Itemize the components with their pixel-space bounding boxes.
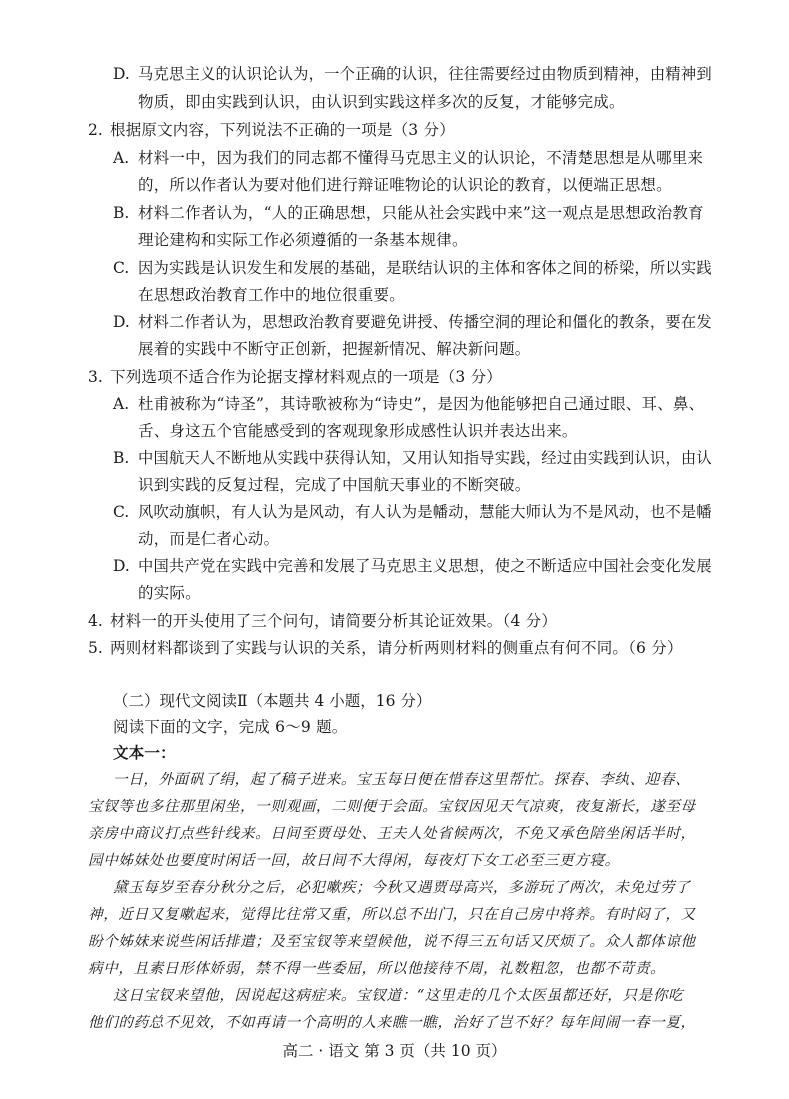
page-footer: 高二 · 语文 第 3 页（共 10 页） [282, 1042, 507, 1060]
q3-option-a-line1: 杜甫被称为“诗圣”，其诗歌被称为“诗史”，是因为他能够把自己通过眼、耳、鼻、 [138, 395, 705, 413]
passage-line-4: 园中姊妹处也要度时闲话一回，故日间不大得闲，每夜灯下女工必至三更方寝。 [88, 852, 620, 869]
passage-line-2: 宝钗等也多往那里闲坐，一则观画，二则便于会面。宝钗因见天气凉爽，夜复渐长，遂至母 [88, 798, 696, 815]
q2-option-a-line1: 材料一中，因为我们的同志都不懂得马克思主义的认识论，不清楚思想是从哪里来 [138, 149, 704, 167]
q4-number: 4. [88, 612, 103, 630]
q1-option-d-line1: 马克思主义的认识论认为，一个正确的认识，往往需要经过由物质到精神，由精神到 [138, 65, 712, 83]
q3-number: 3. [88, 368, 103, 386]
q5-stem: 两则材料都谈到了实践与认识的关系，请分析两则材料的侧重点有何不同。（6 分） [110, 639, 683, 657]
q3-option-b-line1: 中国航天人不断地从实践中获得认知，又用认知指导实践，经过由实践到认识，由认 [138, 449, 712, 467]
passage-line-10: 他们的药总不见效，不如再请一个高明的人来瞧一瞧，治好了岂不好？每年间闹一春一夏， [88, 1014, 696, 1031]
passage-line-6: 神，近日又复嗽起来，觉得比往常又重，所以总不出门，只在自己房中将养。有时闷了，又 [88, 906, 696, 923]
q3-stem: 下列选项不适合作为论据支撑材料观点的一项是（3 分） [110, 368, 502, 386]
q3-option-d-line1: 中国共产党在实践中完善和发展了马克思主义思想，使之不断适应中国社会变化发展 [138, 557, 712, 575]
passage-line-7: 盼个姊妹来说些闲话排遣；及至宝钗等来望候他，说不得三五句话又厌烦了。众人都体谅他 [88, 933, 696, 950]
passage-line-9: 这日宝钗来望他，因说起这病症来。宝钗道：“这里走的几个太医虽都还好，只是你吃 [113, 987, 684, 1004]
q2-option-d-label: D. [113, 313, 130, 331]
q2-option-d-line1: 材料二作者认为，思想政治教育要避免讲授、传播空洞的理论和僵化的教条，要在发 [138, 313, 712, 331]
q2-option-c-line1: 因为实践是认识发生和发展的基础，是联结认识的主体和客体之间的桥梁，所以实践 [138, 259, 712, 277]
q3-option-a-label: A. [113, 395, 130, 413]
text-one-label: 文本一： [113, 743, 176, 762]
q2-option-a-line2: 的，所以作者认为要对他们进行辩证唯物论的认识论的教育，以便端正思想。 [138, 176, 672, 194]
q1-option-d-line2: 物质，即由实践到认识，由认识到实践这样多次的反复，才能够完成。 [138, 93, 625, 111]
q2-option-b-label: B. [113, 204, 130, 222]
q2-option-b-line2: 理论建构和实际工作必须遵循的一条基本规律。 [138, 231, 468, 249]
section2-instruction: 阅读下面的文字，完成 6～9 题。 [113, 718, 348, 736]
q2-option-b-line1: 材料二作者认为，“人的正确思想，只能从社会实践中来”这一观点是思想政治教育 [138, 204, 704, 222]
q2-option-d-line2: 展着的实践中不断守正创新，把握新情况、解决新问题。 [138, 340, 531, 358]
q3-option-a-line2: 舌、身这五个官能感受到的客观现象形成感性认识并表达出来。 [138, 422, 578, 440]
q2-option-c-label: C. [113, 259, 130, 277]
passage-line-8: 病中，且素日形体娇弱，禁不得一些委屈，所以他接待不周，礼数粗忽，也都不苛责。 [88, 960, 666, 977]
q2-option-c-line2: 在思想政治教育工作中的地位很重要。 [138, 286, 405, 304]
passage-line-3: 亲房中商议打点些针线来。日间至贾母处、王夫人处省候两次，不免又承色陪坐闲话半时， [88, 825, 696, 842]
q3-option-c-line1: 风吹动旗帜，有人认为是风动，有人认为是幡动，慧能大师认为不是风动，也不是幡 [138, 503, 712, 521]
q3-option-b-line2: 识到实践的反复过程，完成了中国航天事业的不断突破。 [138, 476, 531, 494]
passage-line-5: 黛玉每岁至春分秋分之后，必犯嗽疾；今秋又遇贾母高兴，多游玩了两次，未免过劳了 [113, 879, 691, 896]
q5-number: 5. [88, 639, 103, 657]
q3-option-b-label: B. [113, 449, 130, 467]
q3-option-c-line2: 动，而是仁者心动。 [138, 530, 280, 548]
passage-line-1: 一日，外面矾了绢，起了稿子进来。宝玉每日便在惜春这里帮忙。探春、李纨、迎春、 [113, 771, 691, 788]
q2-option-a-label: A. [113, 149, 130, 167]
q2-stem: 根据原文内容，下列说法不正确的一项是（3 分） [110, 121, 455, 139]
q3-option-c-label: C. [113, 503, 130, 521]
q3-option-d-label: D. [113, 557, 130, 575]
q2-number: 2. [88, 121, 103, 139]
section2-title: （二）现代文阅读Ⅱ（本题共 4 小题，16 分） [113, 692, 432, 710]
q4-stem: 材料一的开头使用了三个问句，请简要分析其论证效果。（4 分） [110, 612, 558, 630]
q3-option-d-line2: 的实际。 [138, 584, 201, 602]
q1-option-d-label: D. [113, 65, 130, 83]
